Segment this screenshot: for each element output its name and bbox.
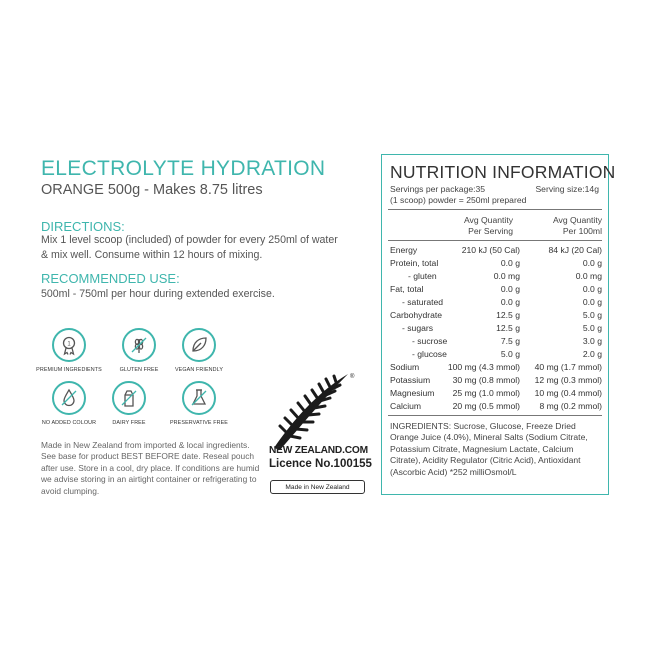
nutrition-row: Calcium 20 mg (0.5 mmol) 8 mg (0.2 mmol) bbox=[390, 401, 602, 411]
storage-info: Made in New Zealand from imported & local ingredients. See base for product BEST BEFORE date. Reseal pouch after use. Store in a cool, dry place. If conditions are humid we advise storing in an airtight container or refrigerating to avoid clumping. bbox=[41, 440, 260, 496]
nutrition-row: Carbohydrate 12.5 g 5.0 g bbox=[390, 310, 602, 320]
nutrition-row: Fat, total 0.0 g 0.0 g bbox=[390, 284, 602, 294]
badge-label: DAIRY FREE bbox=[112, 420, 146, 426]
divider bbox=[388, 240, 602, 241]
made-in-nz-box: Made in New Zealand bbox=[270, 480, 365, 494]
recommended-heading: RECOMMENDED USE: bbox=[41, 271, 180, 286]
directions-heading: DIRECTIONS: bbox=[41, 219, 125, 234]
divider bbox=[388, 415, 602, 416]
milk-carton-icon bbox=[112, 381, 146, 415]
flask-crossed-icon bbox=[182, 381, 216, 415]
badge-premium-ingredients bbox=[29, 328, 109, 373]
badge-label: VEGAN FRIENDLY bbox=[174, 367, 224, 373]
nutrition-row: Energy 210 kJ (50 Cal) 84 kJ (20 Cal) bbox=[390, 245, 602, 255]
wheat-crossed-icon bbox=[122, 328, 156, 362]
nutrition-row: - glucose 5.0 g 2.0 g bbox=[412, 349, 602, 359]
drop-crossed-icon bbox=[52, 381, 86, 415]
recommended-text: 500ml - 750ml per hour during extended exercise. bbox=[41, 288, 275, 300]
award-ribbon-icon bbox=[52, 328, 86, 362]
silver-fern-icon bbox=[266, 368, 356, 454]
directions-text: Mix 1 level scoop (included) of powder for every 250ml of water & mix well. Consume within 12 hours of mixing. bbox=[41, 234, 338, 261]
product-subtitle: ORANGE 500g - Makes 8.75 litres bbox=[41, 182, 263, 198]
nutrition-row: Protein, total 0.0 g 0.0 g bbox=[390, 258, 602, 268]
badge-label: NO ADDED COLOUR bbox=[41, 420, 97, 426]
nutrition-row: - saturated 0.0 g 0.0 g bbox=[402, 297, 602, 307]
svg-text:1: 1 bbox=[67, 341, 71, 348]
nutrition-row: Magnesium 25 mg (1.0 mmol) 10 mg (0.4 mmol) bbox=[390, 388, 602, 398]
badge-preservative-free bbox=[159, 381, 239, 426]
badge-label: PREMIUM INGREDIENTS bbox=[36, 367, 102, 373]
servings-per-package: Servings per package:35 bbox=[390, 184, 486, 194]
header-per-100ml: Avg Quantity Per 100ml bbox=[552, 215, 602, 236]
nutrition-row: - gluten 0.0 mg 0.0 mg bbox=[408, 271, 602, 281]
divider bbox=[388, 209, 602, 210]
serving-size: Serving size:14g bbox=[535, 184, 599, 194]
product-title: ELECTROLYTE HYDRATION bbox=[41, 157, 326, 180]
nutrition-row: Sodium 100 mg (4.3 mmol) 40 mg (1.7 mmol) bbox=[390, 362, 602, 372]
nutrition-row: Potassium 30 mg (0.8 mmol) 12 mg (0.3 mmol) bbox=[390, 375, 602, 385]
badge-label: GLUTEN FREE bbox=[119, 367, 159, 373]
badge-dairy-free bbox=[89, 381, 169, 426]
nz-website: NEW ZEALAND.COM bbox=[269, 445, 368, 456]
nutrition-row: - sucrose 7.5 g 3.0 g bbox=[412, 336, 602, 346]
nutrition-title: NUTRITION INFORMATION bbox=[390, 162, 616, 182]
badge-label: PRESERVATIVE FREE bbox=[169, 420, 228, 426]
nz-licence: Licence No.100155 bbox=[269, 458, 372, 470]
ingredients-text: INGREDIENTS: Sucrose, Glucose, Freeze Dried Orange Juice (4.0%), Mineral Salts (Sodium Citrate, Potassium Citrate, Magnesium Lactate, Calcium Citrate), Acidity Regulator (Citric Acid), Antioxidant (Ascorbic Acid) *252 milliOsmol/L bbox=[390, 421, 588, 477]
registered-mark: ® bbox=[350, 374, 355, 380]
nutrition-row: - sugars 12.5 g 5.0 g bbox=[402, 323, 602, 333]
badge-vegan-friendly bbox=[159, 328, 239, 373]
scoop-note: (1 scoop) powder = 250ml prepared bbox=[390, 195, 527, 205]
leaf-icon bbox=[182, 328, 216, 362]
header-per-serving: Avg Quantity Per Serving bbox=[463, 215, 513, 236]
